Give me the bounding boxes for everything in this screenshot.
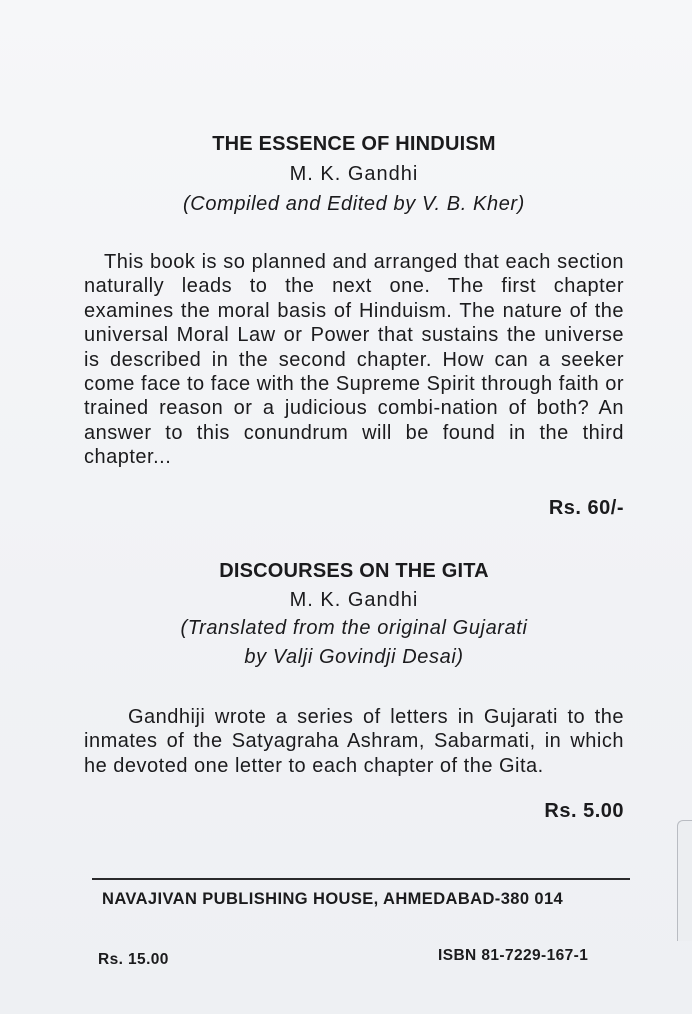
book-title: DISCOURSES ON THE GITA	[219, 560, 489, 582]
publisher-line: NAVAJIVAN PUBLISHING HOUSE, AHMEDABAD-380 014	[102, 890, 564, 908]
book-author: M. K. Gandhi	[289, 589, 419, 611]
book-price: Rs. 5.00	[544, 800, 624, 822]
book-entry-discourses-on-the-gita	[84, 0, 624, 830]
divider-rule	[92, 878, 630, 880]
book-title: THE ESSENCE OF HINDUISM	[212, 133, 496, 155]
book-description: This book is so planned and arranged that each section naturally leads to the next one. The first chapter examines the moral basis of Hinduism. The nature of the universal Moral Law or Power that sustains the universe is described in the second chapter. How can a seeker come face to face with the Supreme Spirit through faith or trained reason or a judicious combi-nation of both? An answer to this conundrum will be found in the third chapter...	[84, 251, 624, 469]
book-credit: (Compiled and Edited by V. B. Kher)	[183, 193, 525, 215]
page-edge-decoration	[677, 820, 692, 941]
book-description: Gandhiji wrote a series of letters in Gujarati to the inmates of the Satyagraha Ashram, Sabarmati, in which he devoted one letter to each chapter of the Gita.	[84, 706, 624, 777]
cover-price: Rs. 15.00	[98, 951, 169, 968]
isbn-number: ISBN 81-7229-167-1	[438, 947, 589, 964]
book-author: M. K. Gandhi	[289, 163, 419, 185]
book-credit-line-1: (Translated from the original Gujarati	[180, 617, 528, 639]
book-credit-line-2: by Valji Govindji Desai)	[244, 646, 464, 668]
book-price: Rs. 60/-	[548, 497, 624, 519]
